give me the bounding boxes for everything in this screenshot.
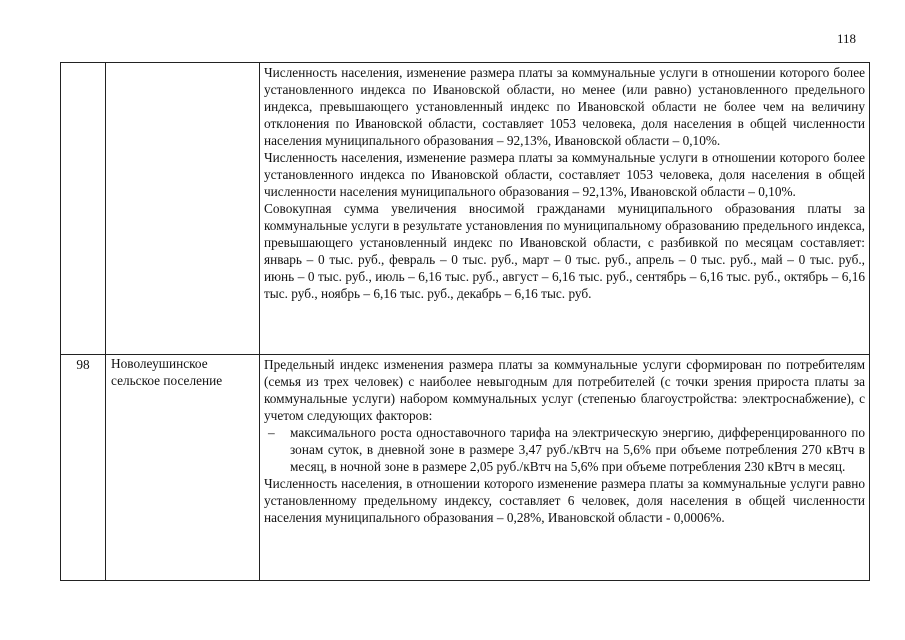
- description-cell: [260, 63, 870, 355]
- municipal-index-table: [60, 62, 870, 581]
- population-equal-index-paragraph: Численность населения, в отношении которого изменение размера платы за коммунальные услуги равно установленному предельному индексу, составляет 6 человек, доля населения в общей численности населения муниципального образования – 0,28%, Ивановской области - 0,0006%.: [264, 476, 865, 525]
- table-row: [61, 63, 870, 355]
- municipality-name-cell: [106, 63, 260, 355]
- row-number-cell: [61, 63, 106, 355]
- table-row: [61, 355, 870, 581]
- list-item-text: максимального роста одноставочного тарифа на электрическую энергию, дифференцированного по зонам суток, в дневной зоне в размере 3,47 руб./кВтч на 5,6% при объеме потребления 270 кВтч в месяц, в ночной зоне в размере 2,05 руб./кВтч на 5,6% при объеме потребления 230 кВтч в месяц.: [290, 425, 865, 474]
- dash-marker: –: [268, 425, 275, 440]
- row-number-cell: 98: [61, 355, 106, 581]
- factor-list: [264, 424, 865, 475]
- population-share-paragraph: Численность населения, изменение размера платы за коммунальные услуги в отношении которого более установленного индекса по Ивановской области, составляет 1053 человека, доля населения в общей численности населения муниципального образования – 92,13%, Ивановской области – 0,10%.: [264, 150, 865, 199]
- index-formation-paragraph: Предельный индекс изменения размера платы за коммунальные услуги сформирован по потребителям (семья из трех человек) с наиболее невыгодным для потребителей (с точки зрения прироста платы за коммунальные услуги) набором коммунальных услуг (степенью благоустройства: электроснабжение), с учетом следующих факторов:: [264, 357, 865, 423]
- description-cell: [260, 355, 870, 581]
- page-number: 118: [837, 31, 857, 46]
- municipality-name-cell: Новолеушинское сельское поселение: [106, 355, 260, 581]
- population-above-index-paragraph: Численность населения, изменение размера платы за коммунальные услуги в отношении которого более установленного индекса по Ивановской области, но менее (или равно) установленного предельного индекса, превышающего установленный индекс по Ивановской области не более чем на величину отклонения по Ивановской области, составляет 1053 человека, доля населения в общей численности населения муниципального образования – 92,13%, Ивановской области – 0,10%.: [264, 65, 865, 148]
- list-item: [264, 424, 865, 475]
- monthly-increase-paragraph: Совокупная сумма увеличения вносимой гражданами муниципального образования платы за коммунальные услуги в результате установления по муниципальному образованию предельного индекса, превышающего установленный индекс по Ивановской области, с разбивкой по месяцам составляет: январь – 0 тыс. руб., февраль – 0 тыс. руб., март – 0 тыс. руб., апрель – 0 тыс. руб., май – 0 тыс. руб., июнь – 0 тыс. руб., июль – 6,16 тыс. руб., август – 6,16 тыс. руб., сентябрь – 6,16 тыс. руб., октябрь – 6,16 тыс. руб., ноябрь – 6,16 тыс. руб., декабрь – 6,16 тыс. руб.: [264, 201, 865, 301]
